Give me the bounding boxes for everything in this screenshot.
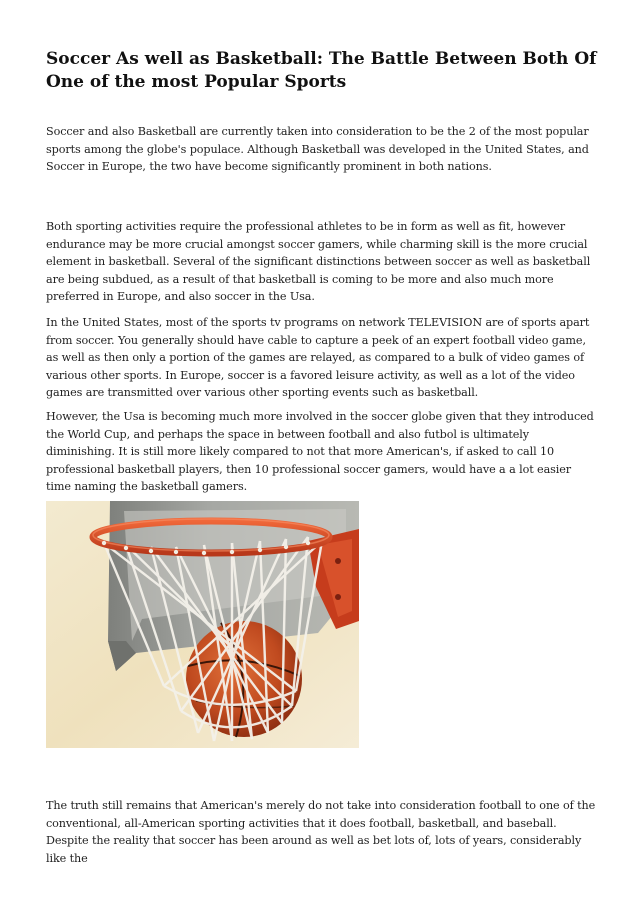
article-paragraph-4: However, the Usa is becoming much more involved in the soccer globe given that they introduced the World Cup, and perhaps the space in between football and also futbol is ultimately diminishing. It is still more likely compared to not that more American's, if asked to call 10 professional basketball players, then 10 professional soccer gamers, would have a a lot easier time naming the basketball gamers. [46, 410, 594, 493]
basketball-hoop-photo [46, 501, 359, 748]
article-paragraph-3: In the United States, most of the sports tv programs on network TELEVISION are of sports apart from soccer. You generally should have cable to capture a peek of an expert football video game, as well as then only a portion of the games are relayed, as compared to a bulk of video games of various other sports. In Europe, soccer is a favored leisure activity, as well as a lot of the video games are transmitted over various other sporting events such as basketball. [46, 316, 590, 399]
article-title: Soccer As well as Basketball: The Battle Between Both Of One of the most Popular Sports [46, 49, 597, 92]
article-paragraph-5: The truth still remains that American's merely do not take into consideration football to one of the conventional, all-American sporting activities that it does football, basketball, and baseball. Despite the reality that soccer has been around as well as bet lots of, lots of years, considerably like the [46, 799, 596, 865]
article-paragraph-1: Soccer and also Basketball are currently taken into consideration to be the 2 of the most popular sports among the globe's populace. Although Basketball was developed in the United States, and Soccer in Europe, the two have become significantly prominent in both nations. [46, 125, 589, 173]
article-paragraph-2: Both sporting activities require the professional athletes to be in form as well as fit, however endurance may be more crucial amongst soccer gamers, while charming skill is the more crucial element in basketball. Several of the significant distinctions between soccer as well as basketball are being subdued, as a result of that basketball is coming to be more and also much more preferred in Europe, and also soccer in the Usa. [46, 220, 591, 303]
